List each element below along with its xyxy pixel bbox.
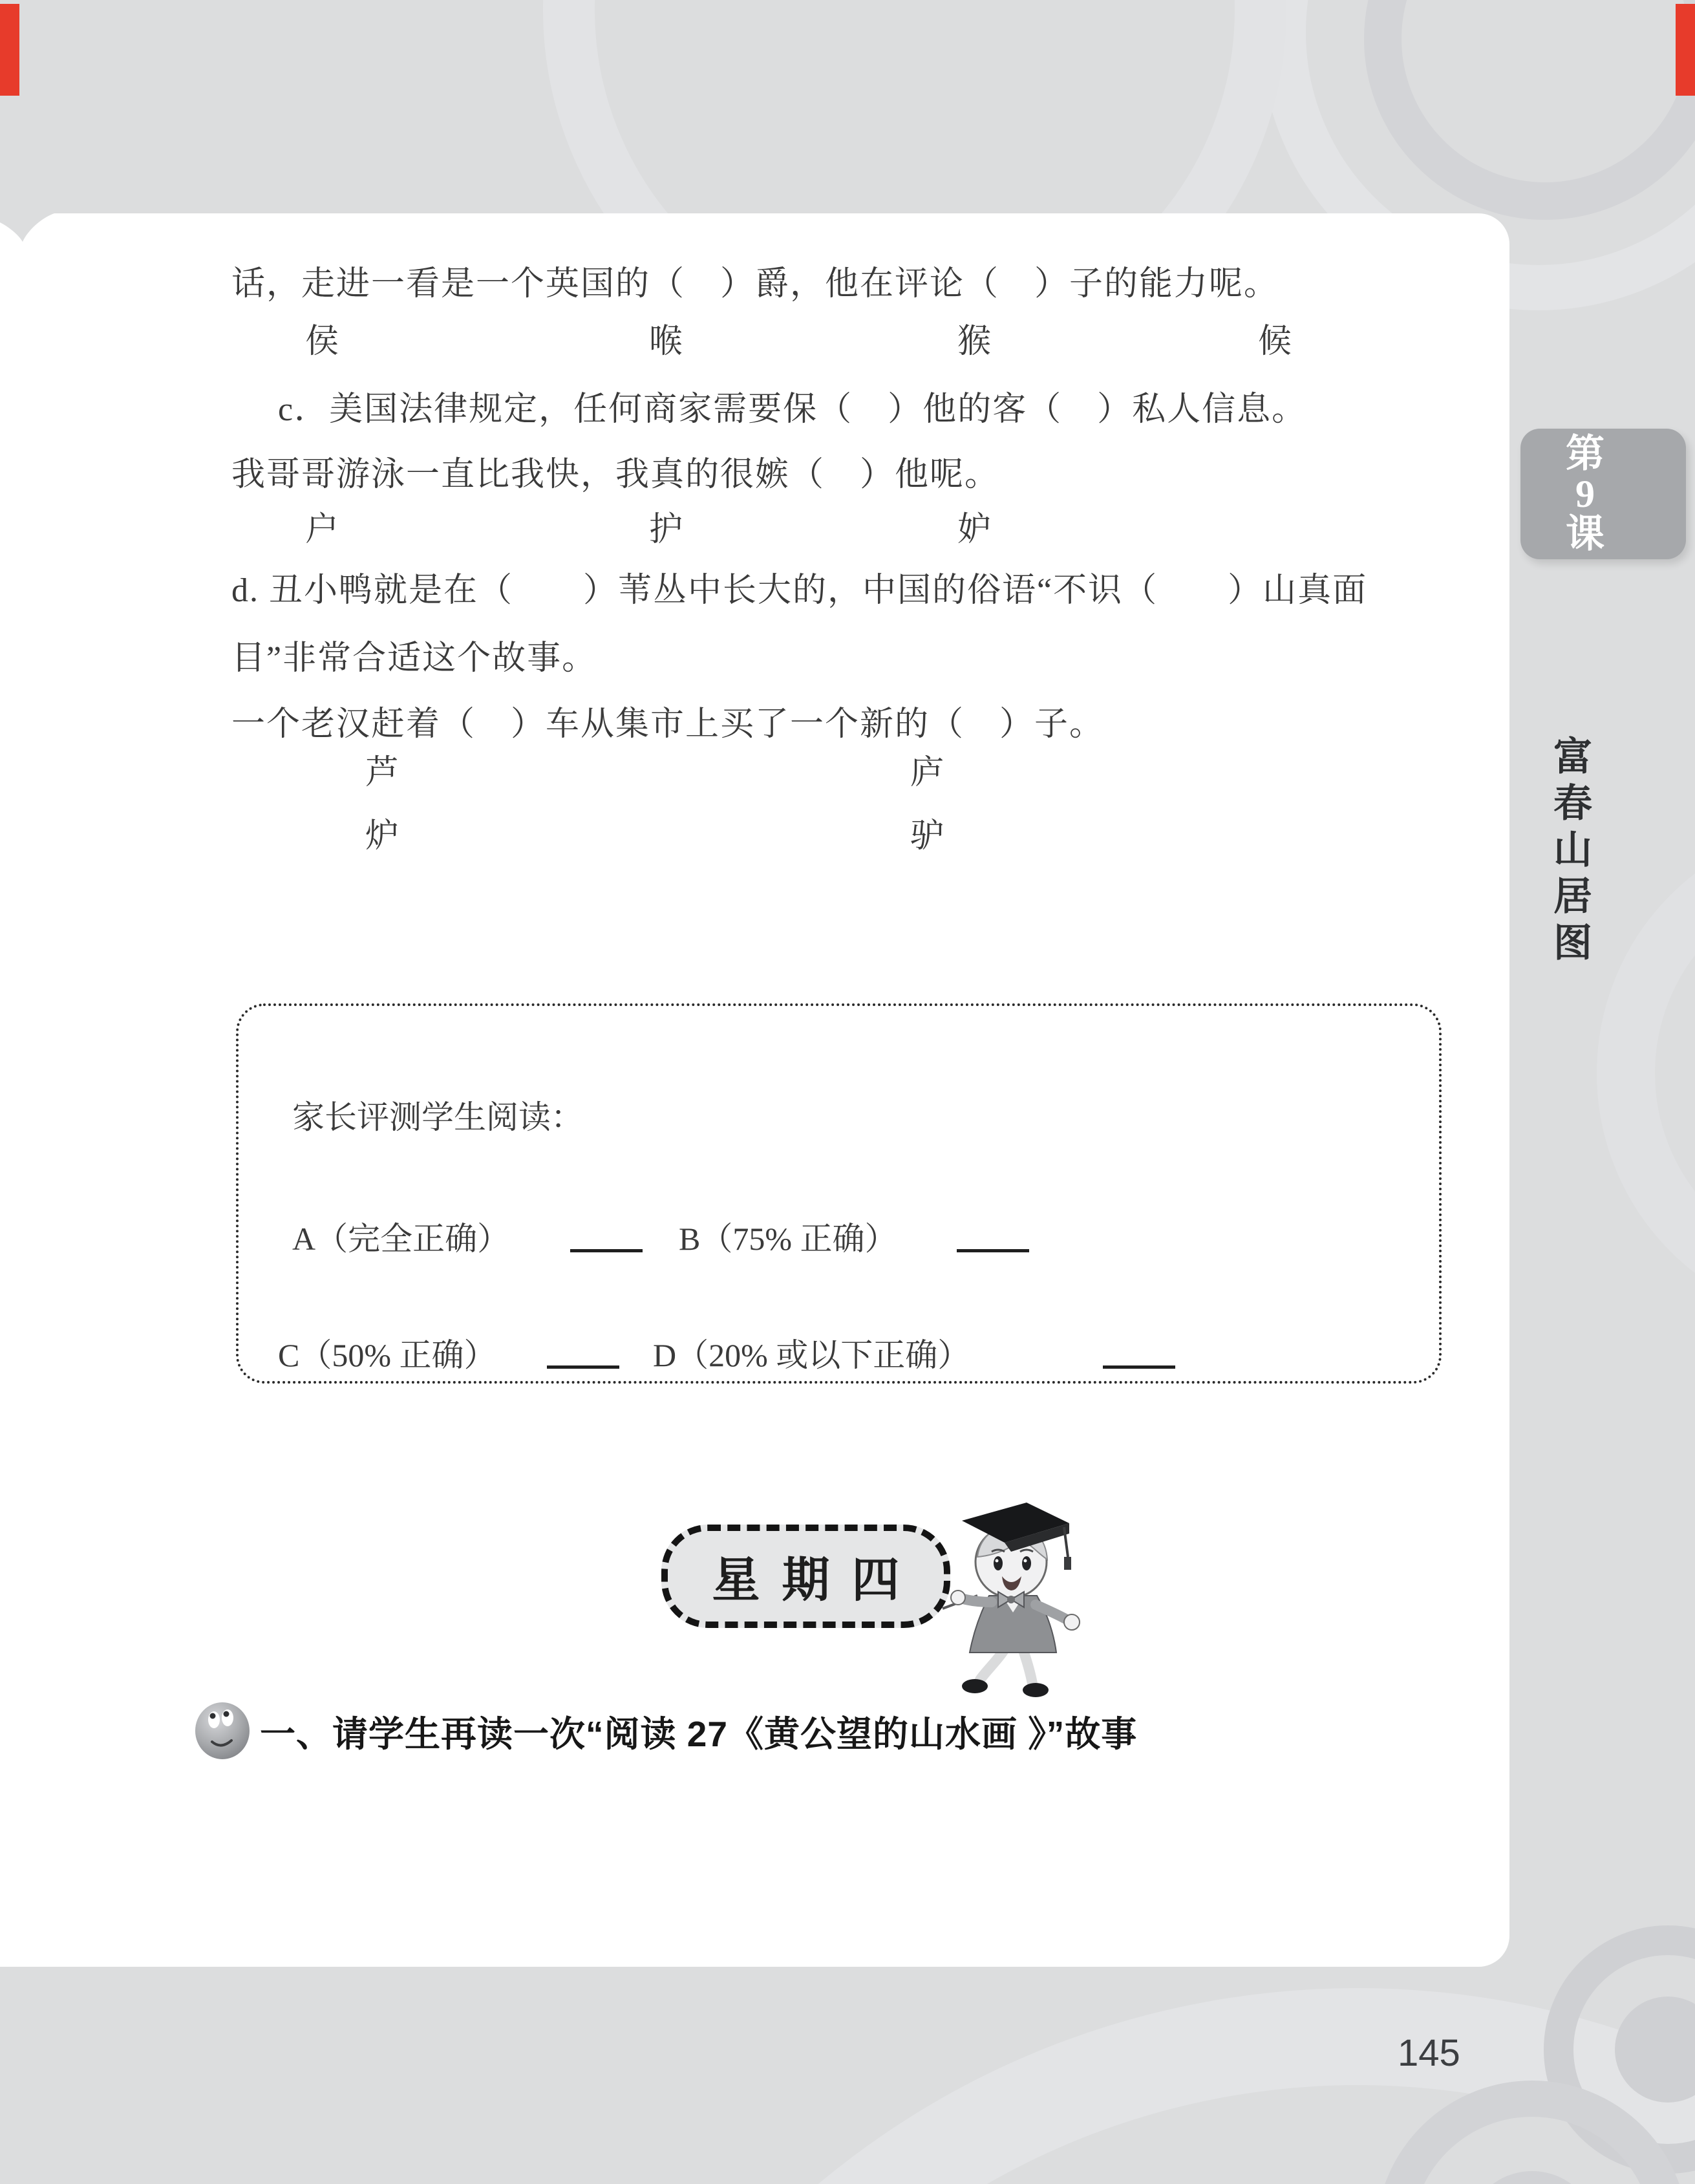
option-char: 妒	[957, 511, 992, 548]
option-char: 侯	[305, 323, 339, 360]
answer-blank-a	[570, 1249, 643, 1252]
option-char: 芦	[365, 755, 400, 791]
exercise-line-d2: 目”非常合适这个故事。	[231, 640, 597, 677]
answer-blank-c	[547, 1365, 619, 1369]
section-heading: 一、请学生再读一次“阅读 27《黄公望的山水画 》”故事	[260, 1713, 1138, 1754]
page-number: 145	[1398, 2032, 1460, 2074]
option-char: 喉	[649, 323, 683, 360]
answer-blank-b	[957, 1249, 1029, 1252]
lesson-tab-line2: 9	[1575, 473, 1595, 515]
option-char: 猴	[957, 323, 992, 360]
smiley-icon	[194, 1702, 251, 1760]
day-badge-label: 星期四	[712, 1553, 922, 1607]
red-edge-tab-right	[1676, 4, 1695, 96]
lesson-tab	[1520, 429, 1686, 559]
decorative-ring	[1597, 821, 1695, 1325]
option-char: 候	[1258, 323, 1292, 360]
option-char: 庐	[910, 755, 944, 791]
assessment-option-c: C（50% 正确）	[278, 1337, 496, 1373]
option-char: 驴	[910, 818, 944, 855]
exercise-line-d3: 一个老汉赶着（ ）车从集市上买了一个新的（ ）子。	[231, 706, 1105, 743]
assessment-title: 家长评测学生阅读：	[292, 1099, 583, 1135]
option-char: 护	[649, 511, 683, 548]
assessment-option-a: A（完全正确）	[292, 1221, 510, 1257]
section-heading-row	[194, 1702, 1137, 1760]
exercise-line-c2: 我哥哥游泳一直比我快，我真的很嫉（ ）他呢。	[231, 456, 1000, 493]
option-char: 户	[305, 511, 339, 548]
assessment-option-d: D（20% 或以下正确）	[653, 1337, 970, 1373]
red-edge-tab-left	[0, 4, 19, 96]
lesson-tab-line3: 课	[1566, 513, 1604, 555]
exercise-line-c: c．美国法律规定，任何商家需要保（ ）他的客（ ）私人信息。	[278, 391, 1307, 428]
option-char: 炉	[365, 818, 400, 855]
graduate-kid-illustration	[939, 1497, 1100, 1704]
day-badge	[661, 1525, 950, 1628]
exercise-line-b-continuation: 话，走进一看是一个英国的（ ）爵，他在评论（ ）子的能力呢。	[231, 266, 1279, 303]
assessment-option-b: B（75% 正确）	[679, 1221, 897, 1257]
parent-assessment-box	[236, 1003, 1442, 1384]
lesson-title-vertical: 富春山居图	[1548, 736, 1591, 969]
lesson-tab-line1: 第	[1566, 433, 1604, 475]
panel-corner-notch	[0, 213, 65, 246]
answer-blank-d	[1103, 1365, 1175, 1369]
lesson-tab-label	[1540, 434, 1630, 554]
exercise-line-d: d. 丑小鸭就是在（ ）苇丛中长大的，中国的俗语“不识（ ）山真面	[231, 572, 1368, 609]
